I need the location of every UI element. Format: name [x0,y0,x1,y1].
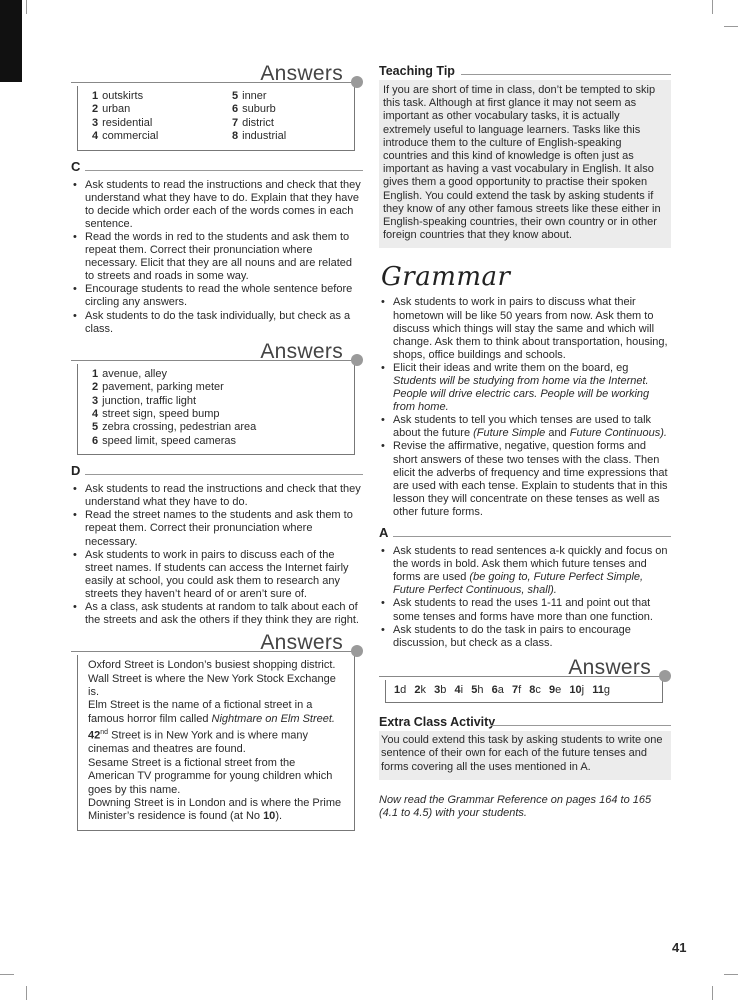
divider [491,725,671,726]
answer-item: 11g [592,683,610,696]
grammar-heading: Grammar [381,262,511,293]
bullet-item: • Encourage students to read the whole sentence before circling any answers. [71,283,363,309]
crop-mark [0,974,14,975]
answers-b-content [77,86,355,151]
section-c-heading [71,159,363,175]
answers-header [379,656,671,680]
answer-item: 3 residential [92,116,153,129]
crop-mark [712,0,713,14]
answer-paragraph: Wall Street is where the New York Stock Exchange is. [88,672,336,699]
answer-paragraph: Downing Street is in London and is where the Prime Minister’s residence is found (at No 10). [88,796,342,823]
section-label: D [71,463,81,479]
answers-a-box [379,656,671,703]
bullet-item: • Ask students to tell you which tenses are used to talk about the future (Future Simple and Future Continuous). [379,414,671,440]
divider [461,74,671,75]
bullet-item: • Ask students to do the task in pairs to encourage discussion, but check as a class. [379,624,671,650]
answer-item: 4i [454,683,464,696]
answers-d-content [77,655,355,831]
bullet-dot-icon [659,670,671,682]
answers-title: Answers [568,655,651,679]
answer-item: 5 inner [232,90,267,102]
answers-b-box [71,62,363,151]
answer-item: 1 avenue, alley [92,367,167,380]
section-label: A [379,525,389,541]
bullet-item: • Elicit their ideas and write them on the board, eg Students will be studying from home via the Internet. People will drive electric cars. People will be working from home. [379,362,671,414]
bullet-item: • Ask students to work in pairs to discuss what their hometown will be like 50 years from now. Ask them to discuss which things will stay the same and which will change. Ask them to think about transportation, housing, shops, office buildings and schools. [379,296,671,361]
answers-header [71,340,363,364]
bullet-dot-icon [351,645,363,657]
answer-item: 1 outskirts [92,90,144,102]
answers-c-box [71,340,363,455]
answer-item: 7f [511,683,522,696]
answer-item: 2 pavement, parking meter [92,381,224,394]
answer-paragraph: 42nd Street is in New York and is where many cinemas and theatres are found. [88,729,308,756]
answers-title: Answers [260,631,343,655]
bullet-item: • Ask students to read the uses 1-11 and point out that some tenses and forms have more than one function. [379,597,671,623]
crop-mark [712,986,713,1000]
answers-d-box [71,631,363,831]
answer-item: 7 district [232,116,274,129]
bullet-item: • Read the words in red to the students and ask them to repeat them. Correct their pronunciation where necessary. Elicit that they are all nouns and are related to streets and roads in some way. [71,231,363,283]
bullet-item: • Ask students to read sentences a-k quickly and focus on the words in bold. Ask them which future tenses and forms are used (be going to, Future Perfect Simple, Future Perfect Continuous, shall). [379,545,671,597]
section-label: C [71,158,81,174]
crop-mark [26,0,27,14]
section-a-bullets [379,545,671,650]
answer-item: 3b [434,683,447,696]
answers-title: Answers [260,339,343,363]
answer-item: 6a [491,683,504,696]
teaching-tip-header [379,62,671,80]
teaching-tip-text: If you are short of time in class, don’t be tempted to skip this task. Although at first glance it may not seem as important as other vocabulary tasks, it is actually extremely useful to language learners. Tasks like this introduce them to the culture of English-speaking countries and this kind of knowledge is often just as important as having a vast vocabulary in English. It also gives them a good opportunity to practise their spoken English. You could extend the task by asking students if they know of any other famous streets like these either in English-speaking countries, their own country or in other foreign countries that they know about. [379,80,671,248]
answer-item: 8 industrial [232,130,287,143]
bullet-dot-icon [351,76,363,88]
section-a-heading [379,525,671,541]
answers-header [71,631,363,655]
bullet-item: • Ask students to work in pairs to discuss each of the street names. If students can access the Internet fairly easily at school, you could ask them to research any streets they haven’t heard of or aren’t sure of. [71,549,363,601]
divider [393,536,671,537]
answers-col-1 [92,90,232,144]
crop-mark [724,974,738,975]
page-edge-tab [0,0,22,82]
answers-col-2 [232,90,362,144]
divider [85,474,363,475]
answer-item: 4 commercial [92,130,159,143]
section-d-bullets [71,483,363,627]
bullet-dot-icon [351,354,363,366]
answer-item: 9e [549,683,562,696]
answer-item: 10j [569,683,585,696]
answer-paragraph: Oxford Street is London’s busiest shopping district. [88,659,336,672]
bullet-item: • Revise the affirmative, negative, question forms and short answers of these two tenses with the class. Then elicit the adverbs of frequency and time expressions that are used with each tense. Explain to students that in this lesson they will concentrate on these tenses as well as other future forms. [379,440,671,519]
grammar-reference-note: Now read the Grammar Reference on pages 164 to 165 (4.1 to 4.5) with your students. [379,793,652,819]
divider [71,360,355,361]
divider [85,170,363,171]
teaching-tip-title: Teaching Tip [379,64,455,78]
crop-mark [26,986,27,1000]
answer-item: 5 zebra crossing, pedestrian area [92,421,257,434]
answers-c-content [77,364,355,455]
bullet-item: • As a class, ask students at random to talk about each of the streets and ask the others if they think they are right. [71,601,363,627]
answer-paragraph: Sesame Street is a fictional street from the American TV programme for young children which goes by this name. [88,756,333,796]
answers-header [71,62,363,86]
answer-item: 6 suburb [232,103,276,116]
answers-title: Answers [260,62,343,85]
section-d-heading [71,463,363,479]
bullet-item: • Read the street names to the students and ask them to repeat them. Correct their pronunciation where necessary. [71,509,363,548]
divider [71,651,355,652]
answer-item: 2 urban [92,103,131,116]
answer-item: 6 speed limit, speed cameras [92,434,237,447]
divider [379,676,663,677]
extra-activity-title: Extra Class Activity [379,715,496,730]
right-column [379,62,671,820]
left-column [71,62,363,839]
extra-activity-text: You could extend this task by asking students to write one sentence of their own for each of the future tenses and forms covering all the uses mentioned in A. [379,731,671,780]
answer-item: 2k [414,683,426,696]
answer-item: 5h [471,683,484,696]
answer-item: 3 junction, traffic light [92,394,197,407]
extra-activity-header [379,713,671,731]
answer-item: 4 street sign, speed bump [92,407,220,420]
section-c-bullets [71,179,363,336]
bullet-item: • Ask students to do the task individually, but check as a class. [71,310,363,336]
answer-item: 8c [529,683,541,696]
bullet-item: • Ask students to read the instructions and check that they understand what they have to do. [71,483,363,509]
page-number: 41 [672,940,687,955]
divider [71,82,355,83]
answer-paragraph: Elm Street is the name of a fictional street in a famous horror film called Nightmare on Elm Street. [88,699,335,725]
crop-mark [724,26,738,27]
grammar-bullets [379,296,671,519]
bullet-item: • Ask students to read the instructions and check that they understand what they have to do. Explain that they have to decide which order each of the words comes in each sentence. [71,179,363,231]
answer-item: 1d [394,683,407,696]
answers-a-content [385,680,663,703]
